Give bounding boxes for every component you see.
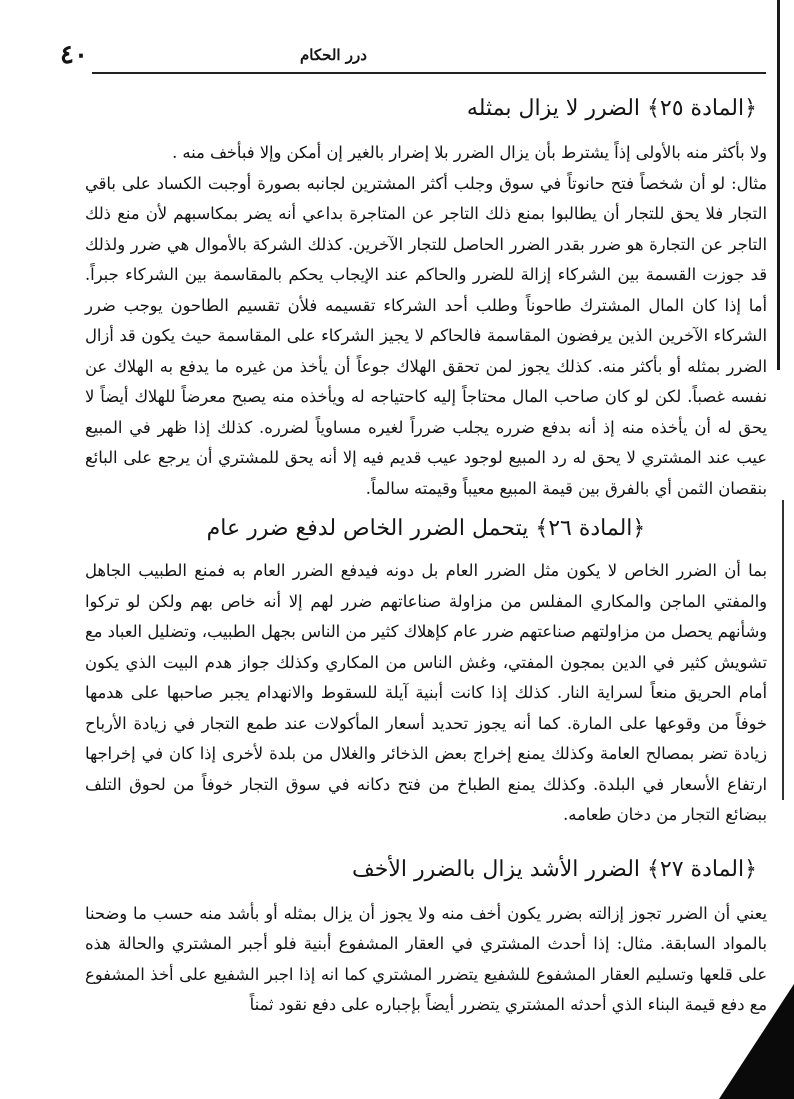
- page-edge-line-lower: [782, 500, 784, 800]
- page-body: [85, 92, 767, 1029]
- page-number: ٤٠: [60, 40, 88, 70]
- page-edge-line: [777, 0, 780, 370]
- article-27: [85, 853, 767, 1021]
- article-heading: ﴿المادة ٢٦﴾ يتحمل الضرر الخاص لدفع ضرر عام: [206, 516, 646, 541]
- article-heading: ﴿المادة ٢٥﴾ الضرر لا يزال بمثله: [466, 96, 757, 121]
- article-paragraph: يعني أن الضرر تجوز إزالته بضرر يكون أخف منه ولا يجوز أن يزال بمثله أو بأشد منه حسب ما وضحنا بالمواد السابقة. مثال: إذا أحدث المشتري في العقار المشفوع أبنية فلو أجبر المشتري والحالة هذه على قلعها وتسليم العقار المشفوع للشفيع يتضرر المشتري كما انه إذا اجبر الشفيع على أخذ المشفوع مع دفع قيمة البناء الذي أحدثه المشتري يتضرر أيضاً بإجباره على دفع نقود ثمناً: [85, 903, 767, 1014]
- article-paragraph: بما أن الضرر الخاص لا يكون مثل الضرر العام بل دونه فيدفع الضرر العام به فمنع الطبيب الجاهل والمفتي الماجن والمكاري المفلس من مزاولة صناعاتهم ضرر لهم إلا أنه خاص بهم ولكن لو تركوا وشأنهم يحصل من مزاولتهم صناعتهم ضرر عام كإهلاك كثير من الناس بجهل الطبيب، وتضليل العباد مع تشويش كثير في الدين بمجون المفتي، وغش الناس من المكاري وكذلك جواز هدم البيت الذي يكون أمام الحريق منعاً لسراية النار. كذلك إذا كانت أبنية آيلة للسقوط والانهدام يجبر صاحبها على هدمها خوفاً من وقوعها على المارة. كما أنه يجوز تحديد أسعار المأكولات عند طمع التجار في زيادة الأرباح زيادة تضر بمصالح العامة وكذلك يمنع إخراج بعض الذخائر والغلال من بلدة لأخرى إذا كان في إخراجها ارتفاع الأسعار في البلدة. وكذلك يمنع الطباخ من فتح دكانه في سوق التجار خوفاً من لحوق التلف ببضائع التجار من دخان طعامه.: [85, 561, 767, 824]
- scan-corner-shadow: [719, 984, 794, 1099]
- article-25: [85, 92, 767, 504]
- running-header-title: درر الحكام: [300, 46, 367, 64]
- article-paragraph: مثال: لو أن شخصاً فتح حانوتاً في سوق وجلب أكثر المشترين لجانبه بصورة أوجبت الكساد على باقي التجار فلا يحق للتجار أن يطالبوا بمنع ذلك التاجر عن المتاجرة بداعي أنه يضر بمكاسبهم لأن منع ذلك التاجر عن التجارة هو ضرر بقدر الضرر الحاصل للتجار الآخرين. كذلك الشركة بالأموال هي ضرر ولذلك قد جوزت القسمة بين الشركاء إزالة للضرر والحاكم عند الإيجاب يحكم بالمقاسمة بين الشركاء جبراً. أما إذا كان المال المشترك طاحوناً وطلب أحد الشركاء تقسيمه فلأن تقسيم الطاحون يوجب ضرر الشركاء الآخرين الذين يرفضون المقاسمة فالحاكم لا يجيز الشركاء على المقاسمة حيث يكون قد أزال الضرر بمثله أو بأكثر منه. كذلك يجوز لمن تحقق الهلاك جوعاً أن يأخذ من غيره ما يدفع به الهلاك عن نفسه غصباً. لكن لو كان صاحب المال محتاجاً إليه كاحتياجه له ويأخذه منه يصبح معرضاً للهلاك أيضاً لا يحق له أن يأخذه منه إذ أنه بدفع ضرره يجلب ضرراً لغيره مساوياً لضرره. كذلك إذا ظهر في المبيع عيب عند المشتري لا يحق له رد المبيع لوجود عيب قديم فيه إلا أنه يحق للمشتري أن يرجع على البائع بنقصان الثمن أي بالفرق بين قيمة المبيع معيباً وقيمته سالماً.: [85, 173, 767, 498]
- article-26: [85, 512, 767, 831]
- article-heading: ﴿المادة ٢٧﴾ الضرر الأشد يزال بالضرر الأخف: [351, 856, 757, 882]
- header-rule: [92, 72, 766, 74]
- article-paragraph: ولا بأكثر منه بالأولى إذاً يشترط بأن يزال الضرر بلا إضرار بالغير إن أمكن وإلا فبأخف منه .: [172, 143, 767, 162]
